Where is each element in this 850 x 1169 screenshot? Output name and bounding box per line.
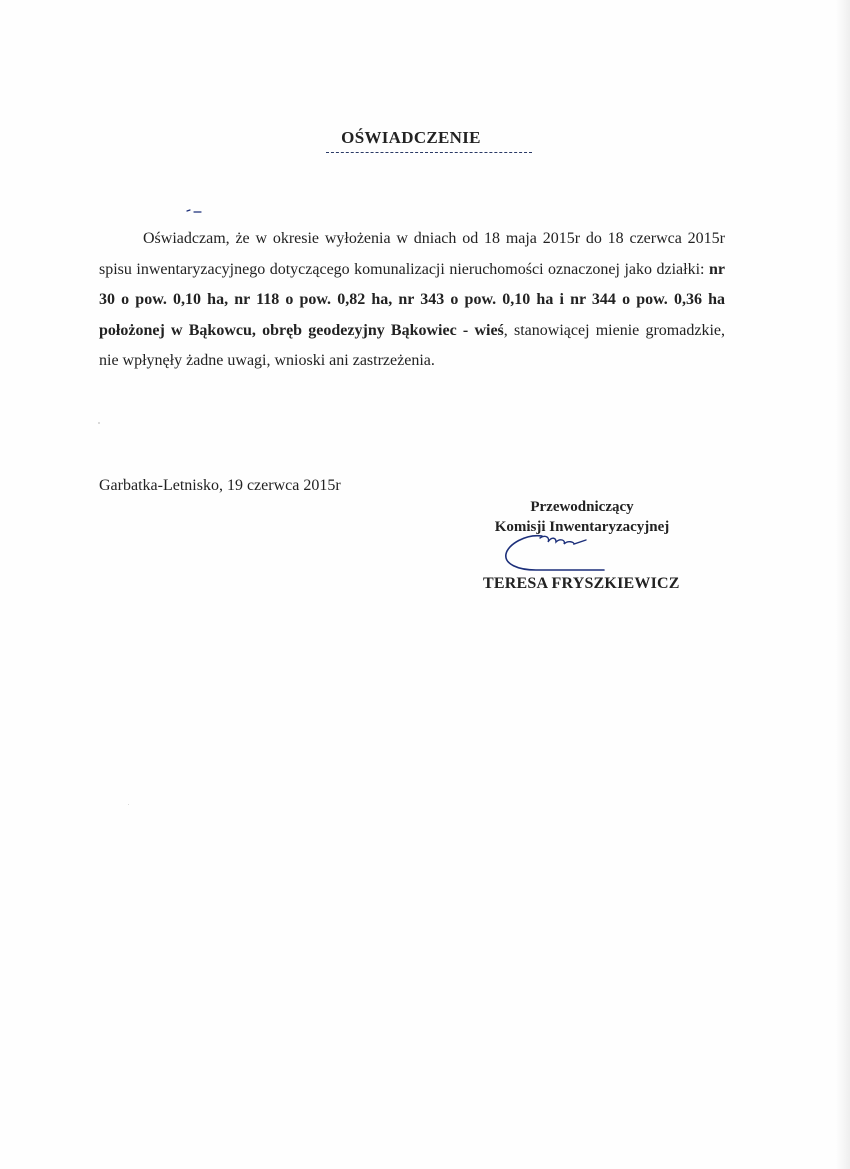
pen-mark	[186, 208, 204, 214]
scan-speck	[128, 804, 129, 805]
statement-paragraph	[99, 224, 725, 377]
statement-text-intro: Oświadczam, że w okresie wyłożenia w dniach od 18 maja 2015r do 18 czerwca 2015r spisu inwentaryzacyjnego dotyczącego komunalizacji nieruchomości oznaczonej jako działki:	[99, 230, 725, 278]
document-title: OŚWIADCZENIE	[341, 128, 481, 147]
handwritten-signature	[496, 528, 616, 580]
statement-text-closing: , stanowiącej mienie gromadzkie, nie wpłynęły żadne uwagi, wnioski ani zastrzeżenia.	[99, 321, 725, 369]
scan-edge-shadow	[836, 0, 850, 1169]
statement-body	[99, 224, 725, 377]
scan-speck	[98, 422, 100, 424]
signatory-name: TERESA FRYSZKIEWICZ	[483, 575, 680, 592]
statement-parcels: nr 30 o pow. 0,10 ha, nr 118 o pow. 0,82 ha, nr 343 o pow. 0,10 ha i nr 344 o pow. 0,36 ha położonej w Bąkowcu, obręb geodezyjny Bąkowiec - wieś	[99, 260, 725, 339]
signatory-role-line2: Komisji Inwentaryzacyjnej	[494, 519, 670, 535]
place-and-date: Garbatka-Letnisko, 19 czerwca 2015r	[99, 477, 341, 494]
signatory-role-line1: Przewodniczący	[530, 499, 634, 515]
title-underline	[326, 152, 532, 153]
